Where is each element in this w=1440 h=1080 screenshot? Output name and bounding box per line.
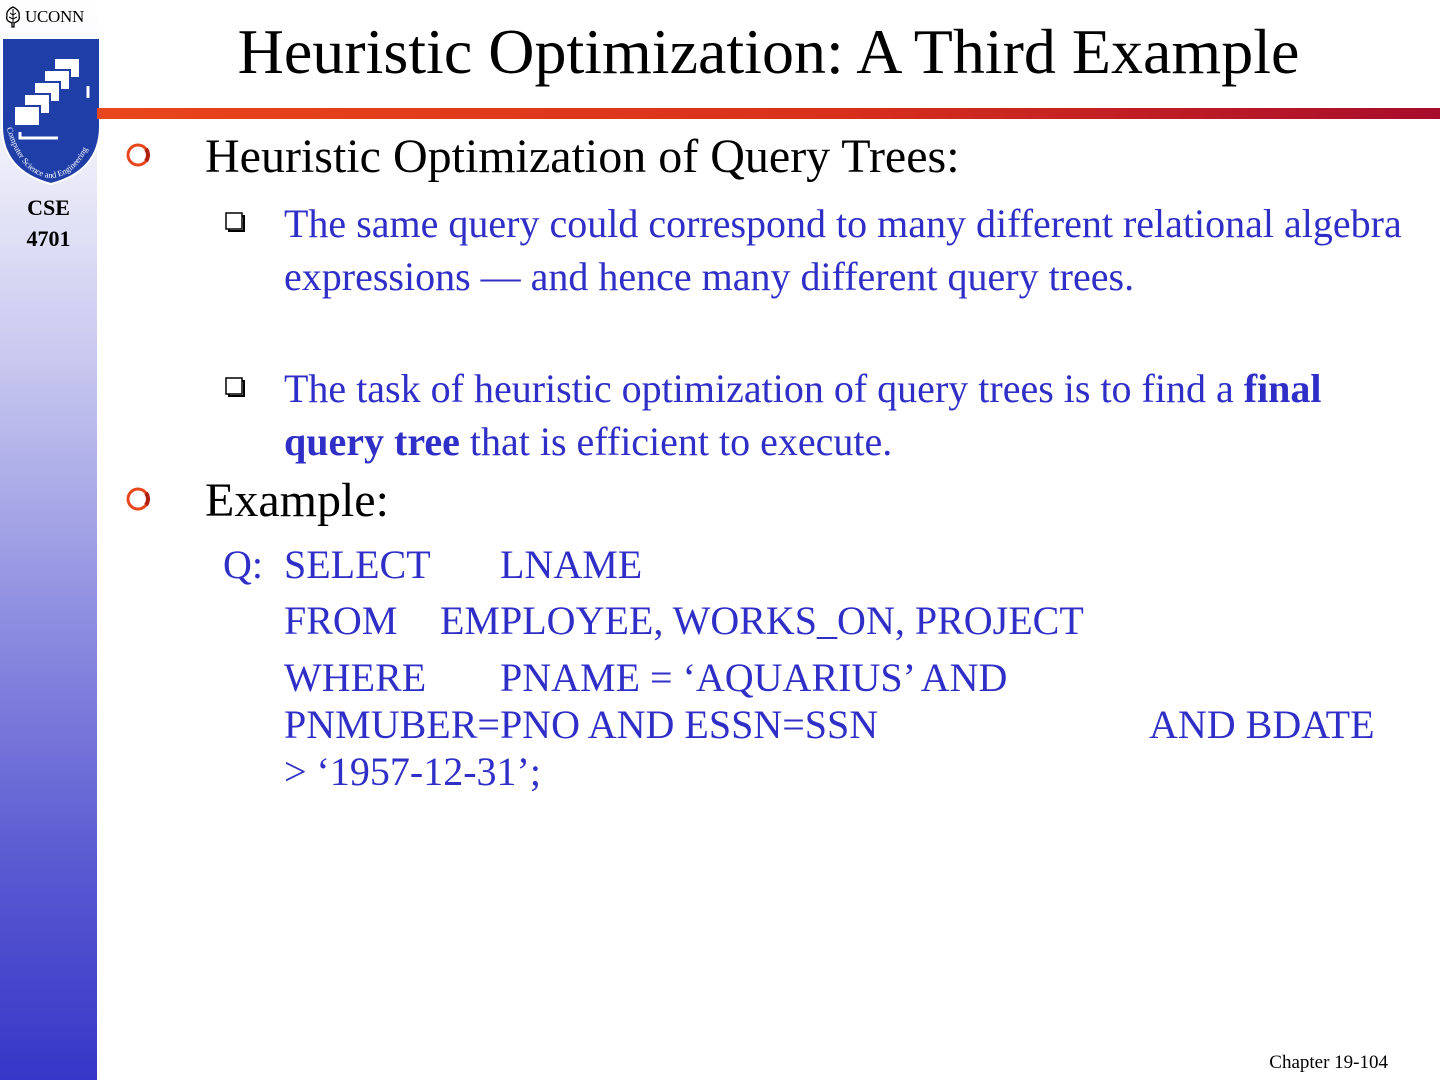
slide-title: Heuristic Optimization: A Third Example (237, 16, 1300, 87)
bullet-query-trees-text: Heuristic Optimization of Query Trees: (205, 130, 960, 183)
select-value: LNAME (500, 542, 643, 587)
sub-bullet-many-trees-text: The same query could correspond to many different relational algebra expressions — and hence many different query trees. (284, 201, 1402, 299)
from-keyword: FROM (284, 598, 398, 643)
course-code-line1: CSE (27, 195, 70, 220)
where-keyword: WHERE (284, 655, 427, 700)
sub-bullet-task-text-after: that is efficient to execute. (459, 419, 893, 464)
query-label: Q: (223, 542, 263, 587)
sidebar (0, 0, 97, 1080)
square-bullet-icon (224, 376, 246, 398)
from-value: EMPLOYEE, WORKS_ON, PROJECT (440, 598, 1084, 643)
circle-bullet-icon (125, 486, 151, 512)
sub-bullet-task (284, 362, 1404, 468)
sub-bullet-task-text-before: The task of heuristic optimization of query trees is to find a (284, 366, 1244, 411)
course-code-line2: 4701 (26, 226, 71, 251)
where-line3: > ‘1957-12-31’; (284, 749, 541, 794)
title-divider (97, 108, 1440, 119)
bullet-example (205, 474, 389, 528)
cse-emblem-logo (0, 36, 102, 186)
select-keyword: SELECT (284, 542, 431, 587)
square-bullet-icon (224, 211, 246, 233)
where-line2-right: AND BDATE (1149, 702, 1375, 747)
page-number: Chapter 19-104 (1269, 1052, 1388, 1073)
bullet-query-trees (205, 130, 960, 184)
uconn-logo (4, 5, 84, 29)
sub-bullet-many-trees (284, 197, 1404, 303)
course-code (0, 192, 97, 254)
where-value: PNAME = ‘AQUARIUS’ AND (500, 655, 1008, 700)
uconn-logo-text: UCONN (25, 7, 84, 26)
where-line2-left: PNMUBER=PNO AND ESSN=SSN (284, 702, 879, 747)
sub-bullet-task-bold: final query tree (284, 366, 1322, 464)
oak-leaf-icon (4, 6, 22, 28)
bullet-example-text: Example: (205, 474, 389, 527)
circle-bullet-icon (125, 142, 151, 168)
emblem-text: Computer Science and Engineering (4, 125, 90, 181)
